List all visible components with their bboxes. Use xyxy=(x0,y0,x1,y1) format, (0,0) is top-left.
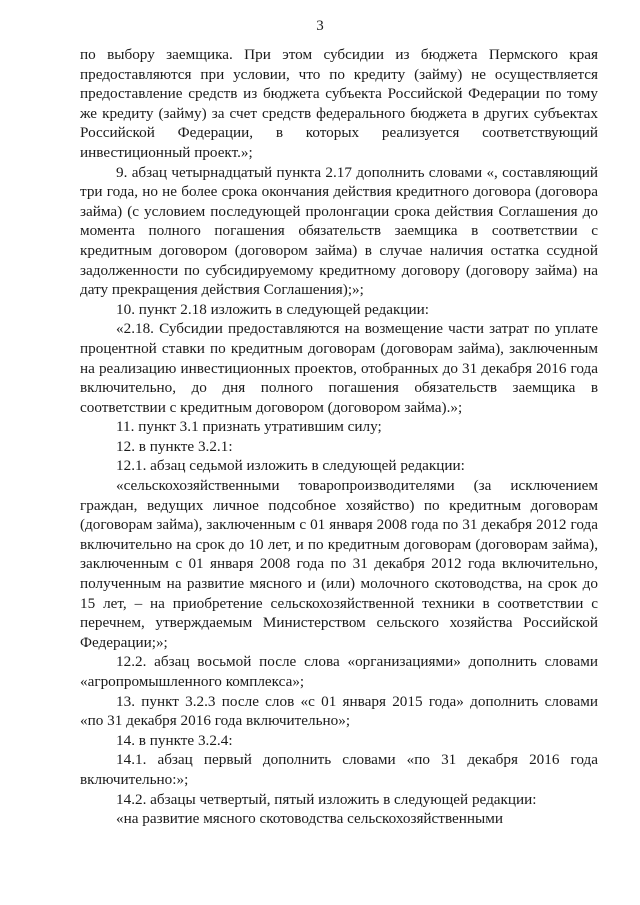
paragraph-item-14-2: 14.2. абзацы четвертый, пятый изложить в следующей редакции: xyxy=(116,790,537,808)
paragraph-item-9: 9. абзац четырнадцатый пункта 2.17 дополнить словами «, составляющий три года, но не более срока окончания действия кредитного договора (договора займа) (с условием последующей пролонгации срока действия Соглашения до момента полного погашения обязательств заемщика в соответствии с кредитным договором (договором займа) в случае наличия остатка ссудной задолженности по субсидируемому кредитному договору (договору займа) на дату прекращения действия Соглашения);»; xyxy=(80,163,598,299)
paragraph-item-12: 12. в пункте 3.2.1: xyxy=(116,437,233,455)
paragraph-continuation: по выбору заемщика. При этом субсидии из бюджета Пермского края предоставляются при условии, что по кредиту (займу) не осуществляется предоставление средств из бюджета субъекта Российской Федерации по тому же кредиту (займу) за счет средств федерального бюджета в других субъектах Российской Федерации, в которых реализуется соответствующий инвестиционный проект.»; xyxy=(80,46,598,161)
page-number: 3 xyxy=(316,18,324,34)
paragraph-item-12-2: 12.2. абзац восьмой после слова «организациями» дополнить словами «агропромышленного комплекса»; xyxy=(80,653,598,690)
paragraph-item-11: 11. пункт 3.1 признать утратившим силу; xyxy=(116,418,382,436)
paragraph-item-14: 14. в пункте 3.2.4: xyxy=(116,731,233,749)
document-body xyxy=(80,45,598,829)
paragraph-item-13: 13. пункт 3.2.3 после слов «с 01 января 2015 года» дополнить словами «по 31 декабря 2016 года включительно»; xyxy=(80,692,598,730)
paragraph-item-12-1: 12.1. абзац седьмой изложить в следующей редакции: xyxy=(116,457,465,475)
paragraph-item-10: 10. пункт 2.18 изложить в следующей редакции: xyxy=(116,300,429,318)
paragraph-quote-2-18: «2.18. Субсидии предоставляются на возмещение части затрат по уплате процентной ставки по кредитным договорам (договорам займа), заключенным на реализацию инвестиционных проектов, отобранных до 31 декабря 2016 года включительно, до дня полного погашения обязательств заемщика в соответствии с кредитным договором (договором займа).»; xyxy=(80,320,598,416)
paragraph-quote-agri-producers: «сельскохозяйственными товаропроизводителями (за исключением граждан, ведущих личное подсобное хозяйство) по кредитным договорам (договорам займа), заключенным с 01 января 2008 года по 31 декабря 2012 года включительно на срок до 10 лет, и по кредитным договорам (договорам займа), заключенным с 01 января 2008 года по 31 декабря 2012 года включительно, полученным на развитие мясного и (или) молочного скотоводства, на срок до 15 лет, – на приобретение сельскохозяйственной техники в соответствии с перечнем, утверждаемым Министерством сельского хозяйства Российской Федерации;»; xyxy=(80,477,598,651)
paragraph-quote-livestock: «на развитие мясного скотоводства сельскохозяйственными xyxy=(116,810,503,828)
paragraph-item-14-1: 14.1. абзац первый дополнить словами «по 31 декабря 2016 года включительно:»; xyxy=(80,751,598,788)
